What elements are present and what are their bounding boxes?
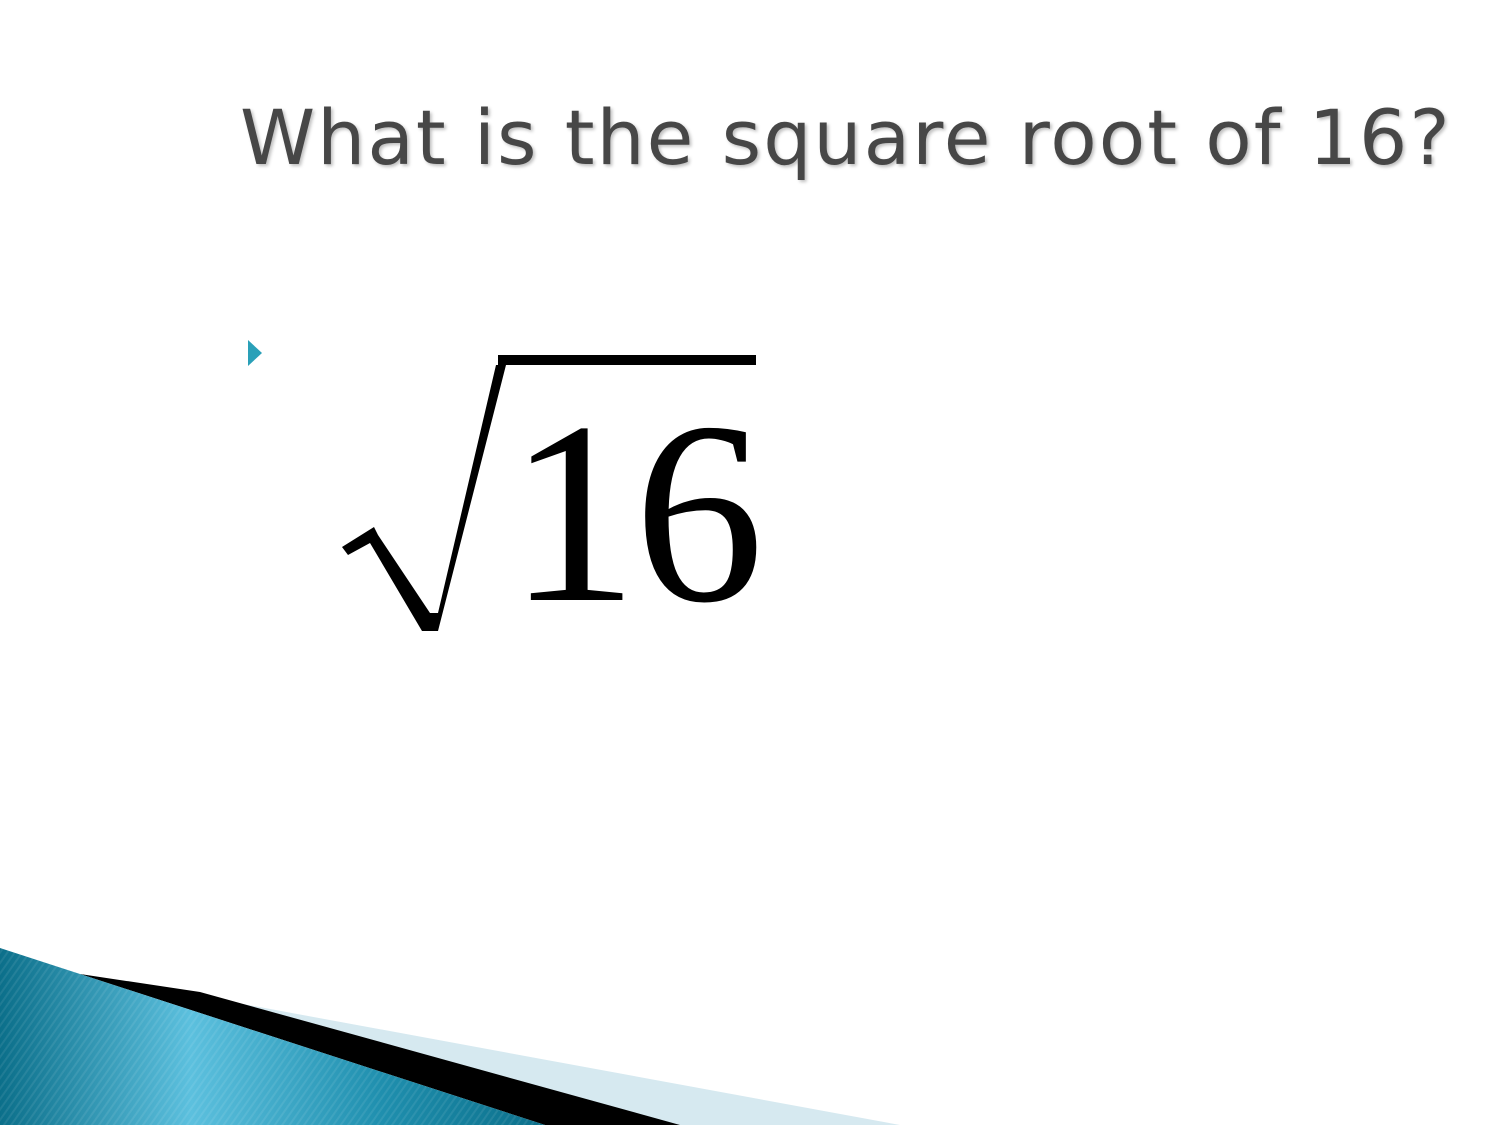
decorative-footer-swoosh [0,930,900,1125]
slide-title: What is the square root of 16? [240,93,1452,182]
square-root-equation [330,345,770,657]
triangle-bullet-icon [246,338,264,368]
radicand: 16 [508,369,760,657]
